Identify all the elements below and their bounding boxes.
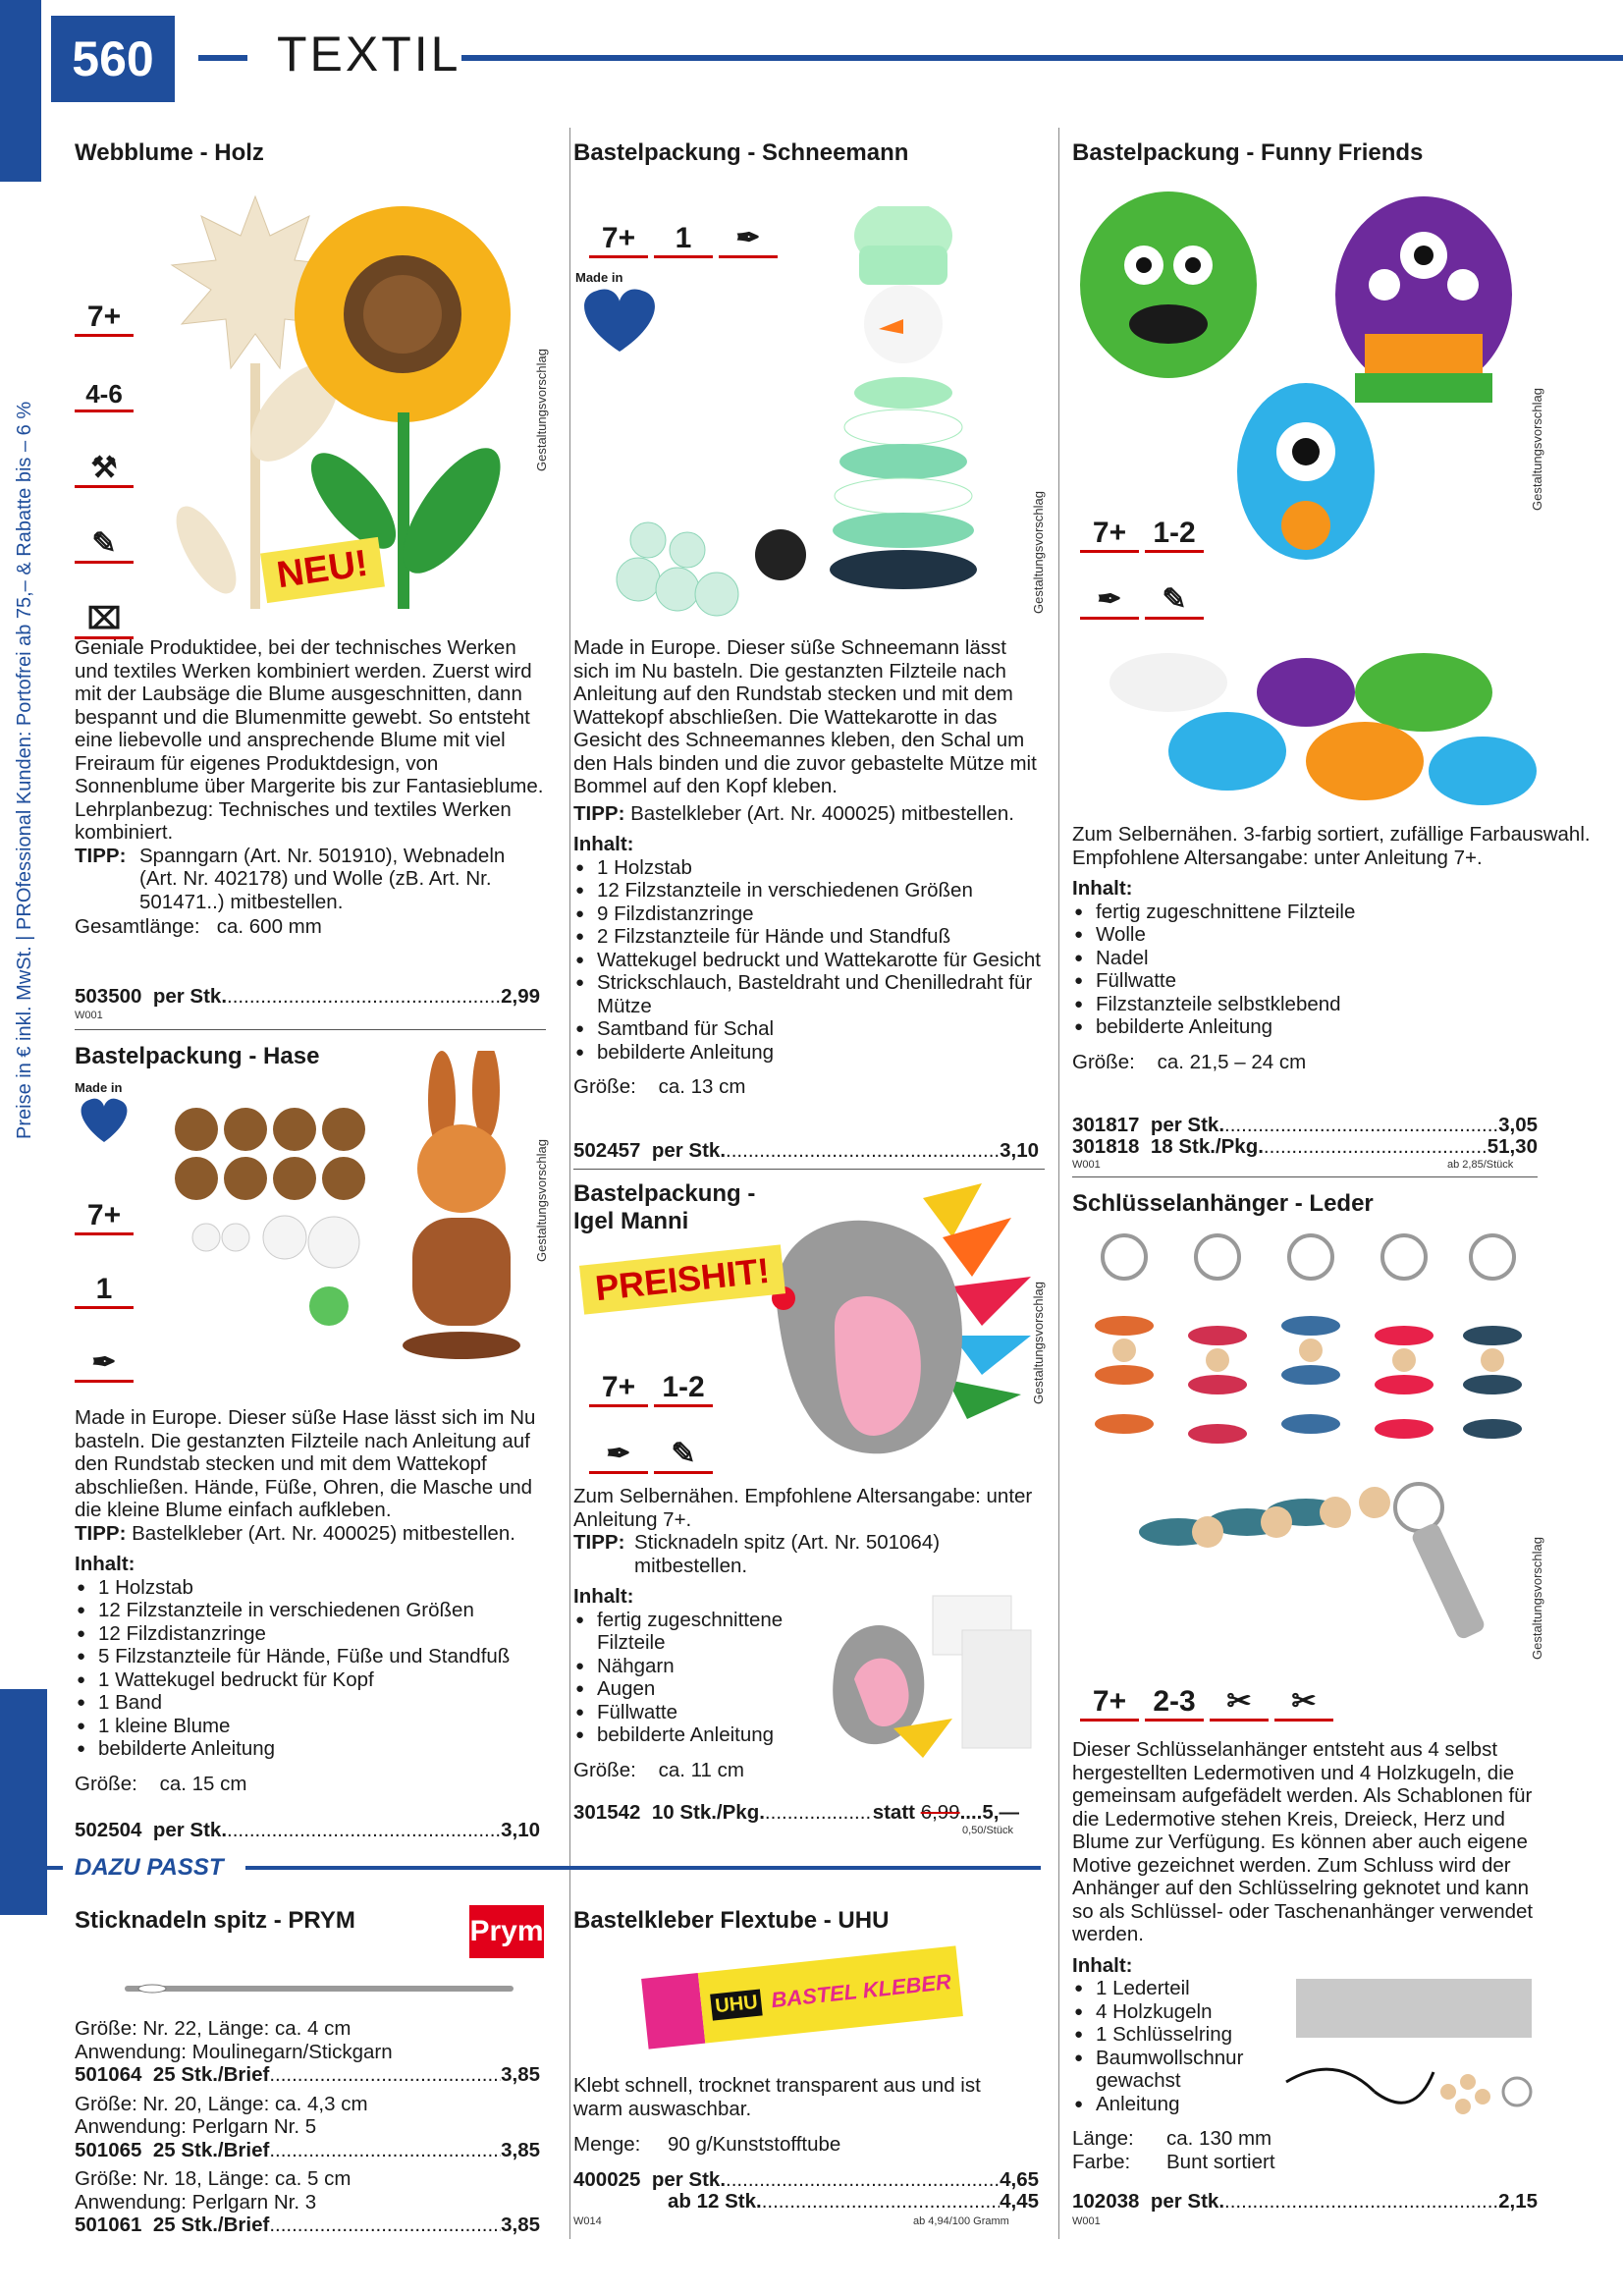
preishit-badge: PREISHIT! xyxy=(579,1244,785,1314)
needle-icon: ✎ xyxy=(75,502,134,564)
igel-size: ca. 11 cm xyxy=(658,1758,744,1781)
related-line-left xyxy=(0,1866,63,1870)
color-label: Farbe: xyxy=(1072,2150,1131,2173)
igel-per-piece: 0,50/Stück xyxy=(962,1825,1013,1836)
schneemann-description: Made in Europe. Dieser süße Schneemann lässt sich im Nu basteln. Die gestanzten Filzteile nach Anleitung auf den Rundstab stecken und mit dem Wattekopf abschließen. Die Wattekarotte in das Gesicht des Schneemannes kleben, den Schal um den Hals binden und die zuvor gebastelte Mütze mit Bommel auf den Kopf kleben. xyxy=(573,636,1037,797)
icon-row-schluessel xyxy=(1080,1660,1333,1722)
size-label: Gesamtlänge: xyxy=(75,915,200,938)
kleber-menge: 90 g/Kunststofftube xyxy=(668,2133,841,2156)
product-title-webblume: Webblume - Holz xyxy=(75,139,264,166)
made-in-europe-badge: Made in xyxy=(75,1080,153,1159)
hase-image xyxy=(167,1051,540,1385)
clock-icon: 1-2 xyxy=(654,1345,713,1407)
statt-label: statt xyxy=(872,1801,915,1824)
design-suggestion-label: Gestaltungsvorschlag xyxy=(1031,490,1046,614)
inhalt-label: Inhalt: xyxy=(1072,877,1133,900)
icon-row-funny-tools xyxy=(1080,558,1204,620)
made-in-europe-badge: Made in xyxy=(575,270,664,358)
webblume-price-row xyxy=(75,985,540,1009)
price: 4,45 xyxy=(1000,2190,1039,2213)
unit: per Stk. xyxy=(651,2168,727,2191)
tipp-label: TIPP: xyxy=(573,1531,625,1554)
age-icon: 7+ xyxy=(1080,491,1139,553)
hase-description: Made in Europe. Dieser süße Hase lässt sich im Nu basteln. Die gestanzten Filzteile nach Anleitung auf den Rundstab stecken und mit dem Wattekopf abschließen. Hände, Füße, Ohren, die Masche und die kleine Blume einfach aufkleben. xyxy=(75,1406,536,1521)
inhalt-label: Inhalt: xyxy=(75,1553,135,1575)
list-item: ● Füllwatte xyxy=(1072,969,1593,993)
drill-icon: ⚒ xyxy=(75,426,134,488)
article-number: 102038 xyxy=(1072,2190,1140,2213)
needle-variant-3: Größe: Nr. 18, Länge: ca. 5 cm Anwendung: Perlgarn Nr. 3 501061 25 Stk./Brief ..... 3,85 xyxy=(75,2167,540,2237)
column-divider-2 xyxy=(1058,128,1059,2239)
uhu-logo: UHU xyxy=(710,1989,763,2020)
schneemann-description-block xyxy=(573,636,1045,1099)
list-item: ● 12 Filzdistanzringe xyxy=(75,1622,556,1646)
list-item: ● 2 Filzstanzteile für Hände und Standfuß xyxy=(573,925,1045,949)
article-number: 301817 xyxy=(1072,1114,1140,1136)
price: 2,99 xyxy=(501,985,540,1008)
list-item: ● 1 Wattekugel bedruckt für Kopf xyxy=(75,1668,556,1692)
list-item: ● Samtband für Schal xyxy=(573,1017,1045,1041)
icon-row-funny xyxy=(1080,491,1204,553)
list-item: ● bebilderte Anleitung xyxy=(573,1723,809,1747)
product-title-funny: Bastelpackung - Funny Friends xyxy=(1072,139,1424,166)
length-label: Länge: xyxy=(1072,2127,1134,2150)
clock-icon: 2-3 xyxy=(1145,1660,1204,1722)
funny-parts-image xyxy=(1109,643,1542,810)
unit: 18 Stk./Pkg. xyxy=(1150,1135,1264,1158)
product-title-sticknadeln: Sticknadeln spitz - PRYM xyxy=(75,1907,355,1934)
webblume-description: Geniale Produktidee, bei der technisches Werken und textiles Werken kombiniert werden. Zuerst wird mit der Laubsäge die Blume ausgeschnitten, dann bespannt und die Blumenmitte gewebt. So entsteht eine liebevolle und ansprechende Blume mit viel Freiraum für eigenes Produktdesign, von Sonnenblume über Margerite bis zur Fantasieblume. xyxy=(75,636,544,797)
unit: ab 12 Stk. xyxy=(668,2190,762,2213)
age-icon: 7+ xyxy=(589,196,648,258)
list-item: ● 1 Schlüsselring xyxy=(1072,2023,1269,2047)
clock-icon: 1 xyxy=(75,1247,134,1309)
divider xyxy=(1072,1176,1538,1177)
design-suggestion-label: Gestaltungsvorschlag xyxy=(534,1138,549,1262)
hase-inhalt-list xyxy=(75,1576,556,1761)
list-item: ● Füllwatte xyxy=(573,1701,809,1724)
article-number: 502504 xyxy=(75,1819,142,1841)
funny-per-piece: ab 2,85/Stück xyxy=(1447,1159,1514,1171)
tipp-label: TIPP: xyxy=(75,1521,127,1545)
price: 2,15 xyxy=(1498,2190,1538,2213)
price-row: 501061 25 Stk./Brief ..... 3,85 xyxy=(75,2214,540,2237)
menge-label: Menge: xyxy=(573,2133,641,2156)
size-label: Größe: xyxy=(573,1075,636,1098)
glue-icon: ✒ xyxy=(1080,558,1139,620)
clock-icon: 4-6 xyxy=(75,351,134,412)
igel-description: Zum Selbernähen. Empfohlene Altersangabe: unter Anleitung 7+. xyxy=(573,1485,1033,1531)
funny-description-block xyxy=(1072,823,1593,1073)
list-item: ● 1 Band xyxy=(75,1691,556,1715)
unit: 10 Stk./Pkg. xyxy=(651,1801,765,1824)
needle-variant-2: Größe: Nr. 20, Länge: ca. 4,3 cm Anwendung: Perlgarn Nr. 5 501065 25 Stk./Brief ..... 3,85 xyxy=(75,2093,540,2162)
design-suggestion-label: Gestaltungsvorschlag xyxy=(534,348,549,471)
age-icon: 7+ xyxy=(589,1345,648,1407)
related-heading: DAZU PASST xyxy=(75,1854,224,1881)
list-item: ● 1 kleine Blume xyxy=(75,1715,556,1738)
list-item: ● 1 Holzstab xyxy=(573,856,1045,880)
hase-price-row xyxy=(75,1819,540,1842)
icon-column-webblume xyxy=(75,275,153,639)
list-item: ● Nähgarn xyxy=(573,1655,809,1678)
webblume-tipp: Spanngarn (Art. Nr. 501910), Webnadeln (Art. Nr. 402178) und Wolle (zB. Art. Nr. 501471..) mitbestellen. xyxy=(139,844,506,913)
igel-inhalt-list xyxy=(573,1609,809,1747)
tipp-label: TIPP: xyxy=(75,844,127,867)
inhalt-label: Inhalt: xyxy=(573,833,634,855)
price: 3,05 xyxy=(1498,1114,1538,1136)
list-item: ● 12 Filzstanzteile in verschiedenen Größen xyxy=(75,1599,556,1622)
webblume-code: W001 xyxy=(75,1010,103,1021)
glue-icon: ✒ xyxy=(589,1412,648,1474)
list-item: ● Nadel xyxy=(1072,947,1593,970)
glue-icon: ✒ xyxy=(75,1321,134,1383)
list-item: ● Wolle xyxy=(1072,923,1593,947)
size-label: Größe: xyxy=(1072,1050,1135,1073)
new-badge: NEU! xyxy=(260,537,385,603)
funny-description: Zum Selbernähen. 3-farbig sortiert, zufällige Farbauswahl. Empfohlene Altersangabe: unter Anleitung 7+. xyxy=(1072,823,1591,869)
clock-icon: 1-2 xyxy=(1145,491,1204,553)
sidebar-bar-lower xyxy=(0,1689,47,1915)
webblume-size: ca. 600 mm xyxy=(216,915,322,938)
product-title-schneemann: Bastelpackung - Schneemann xyxy=(573,139,909,166)
header-line-short xyxy=(198,55,247,61)
list-item: ● fertig zugeschnittene Filzteile xyxy=(1072,901,1593,924)
tube-label: BASTEL KLEBER xyxy=(770,1969,952,2013)
needle-icon: ✎ xyxy=(1145,558,1204,620)
igel-tipp: Sticknadeln spitz (Art. Nr. 501064) mitbestellen. xyxy=(634,1531,941,1577)
divider xyxy=(75,1029,546,1030)
needle-image xyxy=(123,1974,515,2003)
inhalt-label: Inhalt: xyxy=(573,1585,634,1608)
icon-row-igel-tools xyxy=(589,1412,713,1474)
old-price: 6,99 xyxy=(920,1801,960,1824)
glue-icon: ✒ xyxy=(719,196,778,258)
list-item: ● Wattekugel bedruckt und Wattekarotte für Gesicht xyxy=(573,949,1045,972)
price-row: 501065 25 Stk./Brief ..... 3,85 xyxy=(75,2139,540,2162)
related-line-right xyxy=(245,1866,1041,1870)
age-icon: 7+ xyxy=(75,275,134,337)
cutter-icon: ✂ xyxy=(1210,1660,1269,1722)
list-item: ● 4 Holzkugeln xyxy=(1072,2000,1269,2024)
icon-row-igel xyxy=(589,1345,713,1407)
list-item: ● Augen xyxy=(573,1677,809,1701)
price: 51,30 xyxy=(1487,1135,1538,1158)
kleber-per-unit: ab 4,94/100 Gramm xyxy=(913,2215,1009,2227)
kleber-code: W014 xyxy=(573,2215,602,2227)
sticknadeln-block xyxy=(75,2017,540,2237)
list-item: ● Anleitung xyxy=(1072,2093,1269,2116)
needle-icon: ✎ xyxy=(654,1412,713,1474)
schluessel-inhalt-list xyxy=(1072,1977,1269,2115)
list-item: ● Filzstanzteile selbstklebend xyxy=(1072,993,1593,1016)
keychain-parts-image xyxy=(1276,1974,1551,2121)
tube-body xyxy=(698,1945,963,2043)
keychain-image xyxy=(1070,1228,1542,1709)
saw-icon: ⌧ xyxy=(75,577,134,639)
list-item: ● bebilderte Anleitung xyxy=(1072,1015,1593,1039)
list-item: ● Strickschlauch, Basteldraht und Chenilledraht für Mütze xyxy=(573,971,1045,1017)
section-title: TEXTIL xyxy=(277,27,461,82)
schluessel-length: ca. 130 mm xyxy=(1166,2127,1272,2150)
column-divider-1 xyxy=(569,128,570,2239)
kleber-menge-row xyxy=(573,2133,840,2157)
divider xyxy=(573,1169,1045,1170)
schluessel-color: Bunt sortiert xyxy=(1166,2150,1275,2173)
price: 3,10 xyxy=(501,1819,540,1841)
header-line-long xyxy=(461,55,1623,61)
design-suggestion-label: Gestaltungsvorschlag xyxy=(1031,1281,1046,1404)
list-item: ● 9 Filzdistanzringe xyxy=(573,902,1045,926)
webblume-lehrplan: Lehrplanbezug: Technisches und textiles Werken kombiniert. xyxy=(75,797,512,844)
article-number: 301818 xyxy=(1072,1135,1140,1158)
clock-icon: 1 xyxy=(654,196,713,258)
unit: per Stk. xyxy=(152,1819,228,1841)
needle-variant-1: Größe: Nr. 22, Länge: ca. 4 cm Anwendung: Moulinegarn/Stickgarn 501064 25 Stk./Brief ..... 3,85 xyxy=(75,2017,540,2087)
funny-price-row-2 xyxy=(1072,1135,1538,1159)
unit: per Stk. xyxy=(1150,1114,1225,1136)
schluessel-code: W001 xyxy=(1072,2215,1101,2227)
igel-parts-image xyxy=(825,1591,1041,1758)
product-title-kleber: Bastelkleber Flextube - UHU xyxy=(573,1907,890,1934)
article-number: 400025 xyxy=(573,2168,641,2191)
article-number: 503500 xyxy=(75,985,142,1008)
design-suggestion-label: Gestaltungsvorschlag xyxy=(1530,1536,1544,1660)
funny-price-row-1 xyxy=(1072,1114,1538,1137)
unit: per Stk. xyxy=(1150,2190,1225,2213)
list-item: ● 1 Holzstab xyxy=(75,1576,556,1600)
list-item: ● 1 Lederteil xyxy=(1072,1977,1269,2000)
inhalt-label: Inhalt: xyxy=(1072,1953,1133,1977)
sidebar-bar xyxy=(0,0,41,182)
sidebar-text: Preise in € inkl. MwSt. | PROfessional Kunden: Portofrei ab 75,– & Rabatte bis – 6 % xyxy=(14,401,35,1139)
size-label: Größe: xyxy=(573,1758,636,1781)
page-number: 560 xyxy=(51,16,175,102)
kleber-price-row-2 xyxy=(668,2190,1039,2214)
schneemann-price-row xyxy=(573,1139,1039,1163)
hase-tipp: Bastelkleber (Art. Nr. 400025) mitbestellen. xyxy=(132,1521,515,1545)
schneemann-image xyxy=(579,206,1031,619)
unit: per Stk. xyxy=(651,1139,727,1162)
kleber-description: Klebt schnell, trocknet transparent aus und ist warm auswaschbar. xyxy=(573,2074,981,2120)
funny-size: ca. 21,5 – 24 cm xyxy=(1157,1050,1307,1073)
kleber-price-row-1 xyxy=(573,2168,1039,2192)
article-number: 301542 xyxy=(573,1801,641,1824)
product-title-schluessel: Schlüsselanhänger - Leder xyxy=(1072,1190,1374,1217)
funny-inhalt-list xyxy=(1072,901,1593,1039)
list-item: ● fertig zugeschnittene Filzteile xyxy=(573,1609,809,1655)
webblume-description-block xyxy=(75,636,546,939)
list-item: ● 5 Filzstanzteile für Hände, Füße und Standfuß xyxy=(75,1645,556,1668)
hase-size: ca. 15 cm xyxy=(159,1772,247,1795)
unit: per Stk. xyxy=(152,985,228,1008)
article-number: 502457 xyxy=(573,1139,641,1162)
list-item: ● 12 Filzstanzteile in verschiedenen Größen xyxy=(573,879,1045,902)
list-item: ● bebilderte Anleitung xyxy=(75,1737,556,1761)
funny-code: W001 xyxy=(1072,1159,1101,1171)
igel-image xyxy=(756,1178,1041,1473)
schluessel-price-row xyxy=(1072,2190,1538,2214)
icon-column-hase xyxy=(75,1174,153,1383)
product-title-igel: Bastelpackung - Igel Manni xyxy=(573,1180,756,1234)
hase-description-block xyxy=(75,1406,556,1795)
size-label: Größe: xyxy=(75,1772,137,1795)
schneemann-tipp: Bastelkleber (Art. Nr. 400025) mitbestellen. xyxy=(630,801,1014,825)
price: 5,— xyxy=(982,1801,1019,1824)
design-suggestion-label: Gestaltungsvorschlag xyxy=(1530,387,1544,511)
igel-price-row: 301542 10 Stk./Pkg. ..... statt 6,99 .... 5,— xyxy=(573,1801,1019,1825)
list-item: ● Baumwollschnur gewachst xyxy=(1072,2047,1269,2093)
schluessel-description: Dieser Schlüsselanhänger entsteht aus 4 selbst hergestellten Ledermotiven und 4 Holzkugeln, die gemeinsam aufgefädelt werden. Als Schablonen für die Ledermotive stehen Kreis, Dreieck, Herz und Blume zur Verfügung. Es können aber auch eigene Motive gezeichnet werden. Zum Schluss wird der Anhänger auf den Schlüsselring geknotet und kann so als Schlüssel- oder Taschenanhänger verwendet werden. xyxy=(1072,1738,1534,1945)
tube-cap xyxy=(641,1973,705,2050)
scissors-icon: ✂ xyxy=(1274,1660,1333,1722)
prym-logo: Prym xyxy=(469,1905,544,1958)
schneemann-size: ca. 13 cm xyxy=(658,1075,746,1098)
age-icon: 7+ xyxy=(75,1174,134,1235)
product-title-hase: Bastelpackung - Hase xyxy=(75,1043,320,1069)
tipp-label: TIPP: xyxy=(573,801,625,825)
glue-tube-image xyxy=(641,1945,963,2049)
price: 4,65 xyxy=(1000,2168,1039,2191)
schneemann-inhalt-list xyxy=(573,856,1045,1065)
list-item: ● bebilderte Anleitung xyxy=(573,1041,1045,1065)
price-row: 501064 25 Stk./Brief ..... 3,85 xyxy=(75,2063,540,2087)
age-icon: 7+ xyxy=(1080,1660,1139,1722)
price: 3,10 xyxy=(1000,1139,1039,1162)
